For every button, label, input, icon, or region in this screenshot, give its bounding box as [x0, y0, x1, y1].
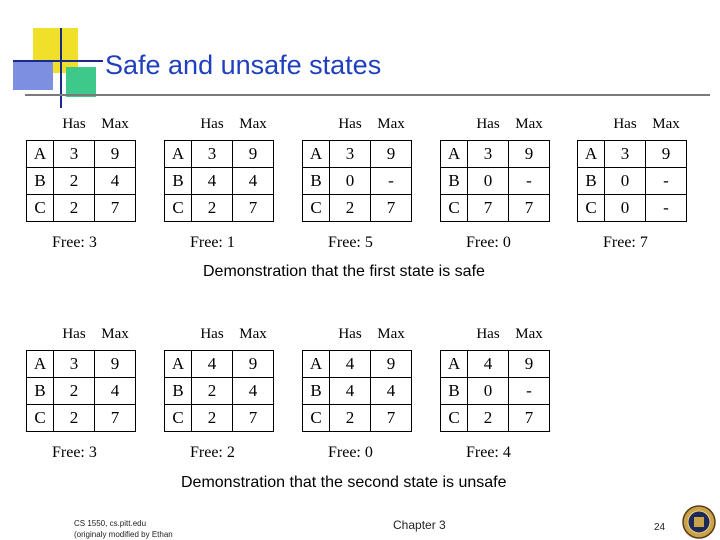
safe-state-table-4: [440, 110, 550, 222]
table-row: [27, 350, 136, 377]
table-row: [441, 140, 550, 167]
process-label: B: [441, 167, 468, 194]
max-value: 4: [95, 167, 136, 194]
table-row: [165, 350, 274, 377]
has-column-header: Has: [476, 326, 500, 343]
has-value: 2: [54, 167, 95, 194]
max-value: 7: [233, 194, 274, 221]
process-label: C: [441, 194, 468, 221]
max-value: 9: [95, 350, 136, 377]
max-column-header: Max: [239, 326, 267, 343]
has-value: 4: [468, 350, 509, 377]
process-label: B: [578, 167, 605, 194]
table-row: [441, 194, 550, 221]
max-value: 7: [95, 194, 136, 221]
title-underline: [25, 94, 710, 96]
max-column-header: Max: [515, 116, 543, 133]
has-column-header: Has: [200, 116, 224, 133]
has-value: 2: [192, 404, 233, 431]
has-value: 0: [605, 167, 646, 194]
max-value: 9: [509, 140, 550, 167]
table-row: [165, 404, 274, 431]
table-row: [441, 167, 550, 194]
has-value: 0: [605, 194, 646, 221]
page-number: 24: [654, 522, 666, 533]
table-corner: [27, 110, 54, 140]
table-row: [165, 167, 274, 194]
has-value: 7: [468, 194, 509, 221]
footer-course-line2: (originaly modified by Ethan: [74, 530, 173, 539]
has-column-header: Has: [338, 116, 362, 133]
process-label: B: [165, 377, 192, 404]
max-value: 7: [95, 404, 136, 431]
process-label: A: [27, 140, 54, 167]
process-label: B: [165, 167, 192, 194]
table-row: [27, 167, 136, 194]
max-column-header: Max: [377, 116, 405, 133]
process-label: A: [441, 140, 468, 167]
safe-free-label-3: Free: 5: [328, 234, 373, 251]
table-corner: [165, 320, 192, 350]
max-value: 9: [95, 140, 136, 167]
process-label: A: [303, 350, 330, 377]
has-value: 0: [468, 167, 509, 194]
table-row: [303, 167, 412, 194]
max-column-header: Max: [101, 116, 129, 133]
max-value: -: [509, 167, 550, 194]
max-column-header: Max: [652, 116, 680, 133]
max-value: -: [509, 377, 550, 404]
max-value: 7: [233, 404, 274, 431]
max-value: 4: [233, 167, 274, 194]
max-value: 9: [233, 140, 274, 167]
has-value: 0: [468, 377, 509, 404]
process-label: A: [578, 140, 605, 167]
table-corner: [165, 110, 192, 140]
has-column-header: Has: [62, 326, 86, 343]
process-label: C: [27, 404, 54, 431]
table-row: [441, 350, 550, 377]
max-value: 7: [371, 404, 412, 431]
decor-green-square: [66, 67, 96, 97]
slide-title: Safe and unsafe states: [105, 50, 382, 80]
max-value: 4: [233, 377, 274, 404]
footer-course-line1: CS 1550, cs.pitt.edu: [74, 519, 147, 528]
safe-demo-caption: Demonstration that the first state is safe: [203, 263, 485, 280]
table-row: [27, 377, 136, 404]
unsafe-demo-caption: Demonstration that the second state is unsafe: [181, 474, 507, 491]
process-label: C: [165, 404, 192, 431]
process-label: B: [303, 167, 330, 194]
has-value: 3: [192, 140, 233, 167]
max-value: 9: [509, 350, 550, 377]
has-value: 2: [54, 194, 95, 221]
has-value: 2: [192, 194, 233, 221]
max-value: -: [646, 194, 687, 221]
table-row: [165, 194, 274, 221]
table-row: [303, 377, 412, 404]
process-label: C: [303, 194, 330, 221]
unsafe-free-label-1: Free: 3: [52, 444, 97, 461]
table-corner: [578, 110, 605, 140]
table-row: [27, 404, 136, 431]
has-value: 3: [330, 140, 371, 167]
table-corner: [441, 320, 468, 350]
has-value: 3: [605, 140, 646, 167]
unsafe-state-table-1: [26, 320, 136, 432]
table-corner: [303, 110, 330, 140]
table-row: [303, 194, 412, 221]
process-label: B: [441, 377, 468, 404]
unsafe-state-table-2: [164, 320, 274, 432]
has-value: 2: [192, 377, 233, 404]
has-value: 2: [330, 194, 371, 221]
process-label: C: [27, 194, 54, 221]
process-label: A: [441, 350, 468, 377]
process-label: C: [441, 404, 468, 431]
process-label: B: [27, 167, 54, 194]
max-value: 9: [233, 350, 274, 377]
process-label: A: [27, 350, 54, 377]
unsafe-state-table-4: [440, 320, 550, 432]
university-seal-icon: [682, 505, 716, 539]
has-value: 3: [54, 140, 95, 167]
has-value: 0: [330, 167, 371, 194]
has-column-header: Has: [613, 116, 637, 133]
process-label: C: [303, 404, 330, 431]
safe-state-table-3: [302, 110, 412, 222]
max-value: -: [646, 167, 687, 194]
table-row: [441, 404, 550, 431]
unsafe-state-table-3: [302, 320, 412, 432]
max-value: 9: [371, 140, 412, 167]
process-label: A: [165, 140, 192, 167]
max-column-header: Max: [239, 116, 267, 133]
table-row: [578, 194, 687, 221]
safe-free-label-5: Free: 7: [603, 234, 648, 251]
process-label: C: [578, 194, 605, 221]
unsafe-free-label-2: Free: 2: [190, 444, 235, 461]
decor-horizontal-line: [13, 60, 103, 62]
safe-state-table-2: [164, 110, 274, 222]
has-value: 4: [330, 377, 371, 404]
table-row: [441, 377, 550, 404]
table-row: [303, 404, 412, 431]
table-row: [165, 140, 274, 167]
table-corner: [303, 320, 330, 350]
safe-state-table-1: [26, 110, 136, 222]
decor-vertical-line: [60, 28, 62, 108]
safe-free-label-1: Free: 3: [52, 234, 97, 251]
table-row: [303, 350, 412, 377]
footer-course-info: [74, 518, 173, 540]
max-value: 9: [371, 350, 412, 377]
process-label: A: [165, 350, 192, 377]
process-label: B: [27, 377, 54, 404]
max-value: 7: [509, 194, 550, 221]
table-row: [578, 140, 687, 167]
table-row: [578, 167, 687, 194]
table-corner: [441, 110, 468, 140]
max-value: 9: [646, 140, 687, 167]
process-label: B: [303, 377, 330, 404]
max-column-header: Max: [377, 326, 405, 343]
table-row: [27, 194, 136, 221]
max-column-header: Max: [101, 326, 129, 343]
safe-free-label-2: Free: 1: [190, 234, 235, 251]
footer-chapter: Chapter 3: [393, 518, 446, 532]
has-value: 2: [330, 404, 371, 431]
max-value: 4: [95, 377, 136, 404]
process-label: C: [165, 194, 192, 221]
decor-blue-square: [13, 60, 53, 90]
has-column-header: Has: [476, 116, 500, 133]
has-value: 2: [54, 404, 95, 431]
table-row: [27, 140, 136, 167]
table-row: [303, 140, 412, 167]
max-value: -: [371, 167, 412, 194]
table-row: [165, 377, 274, 404]
safe-state-table-5: [577, 110, 687, 222]
unsafe-free-label-3: Free: 0: [328, 444, 373, 461]
unsafe-free-label-4: Free: 4: [466, 444, 511, 461]
has-column-header: Has: [62, 116, 86, 133]
has-value: 3: [468, 140, 509, 167]
has-column-header: Has: [338, 326, 362, 343]
has-value: 4: [192, 167, 233, 194]
max-value: 7: [509, 404, 550, 431]
has-column-header: Has: [200, 326, 224, 343]
safe-free-label-4: Free: 0: [466, 234, 511, 251]
has-value: 2: [54, 377, 95, 404]
max-value: 4: [371, 377, 412, 404]
has-value: 4: [330, 350, 371, 377]
max-column-header: Max: [515, 326, 543, 343]
table-corner: [27, 320, 54, 350]
has-value: 3: [54, 350, 95, 377]
has-value: 2: [468, 404, 509, 431]
has-value: 4: [192, 350, 233, 377]
max-value: 7: [371, 194, 412, 221]
process-label: A: [303, 140, 330, 167]
